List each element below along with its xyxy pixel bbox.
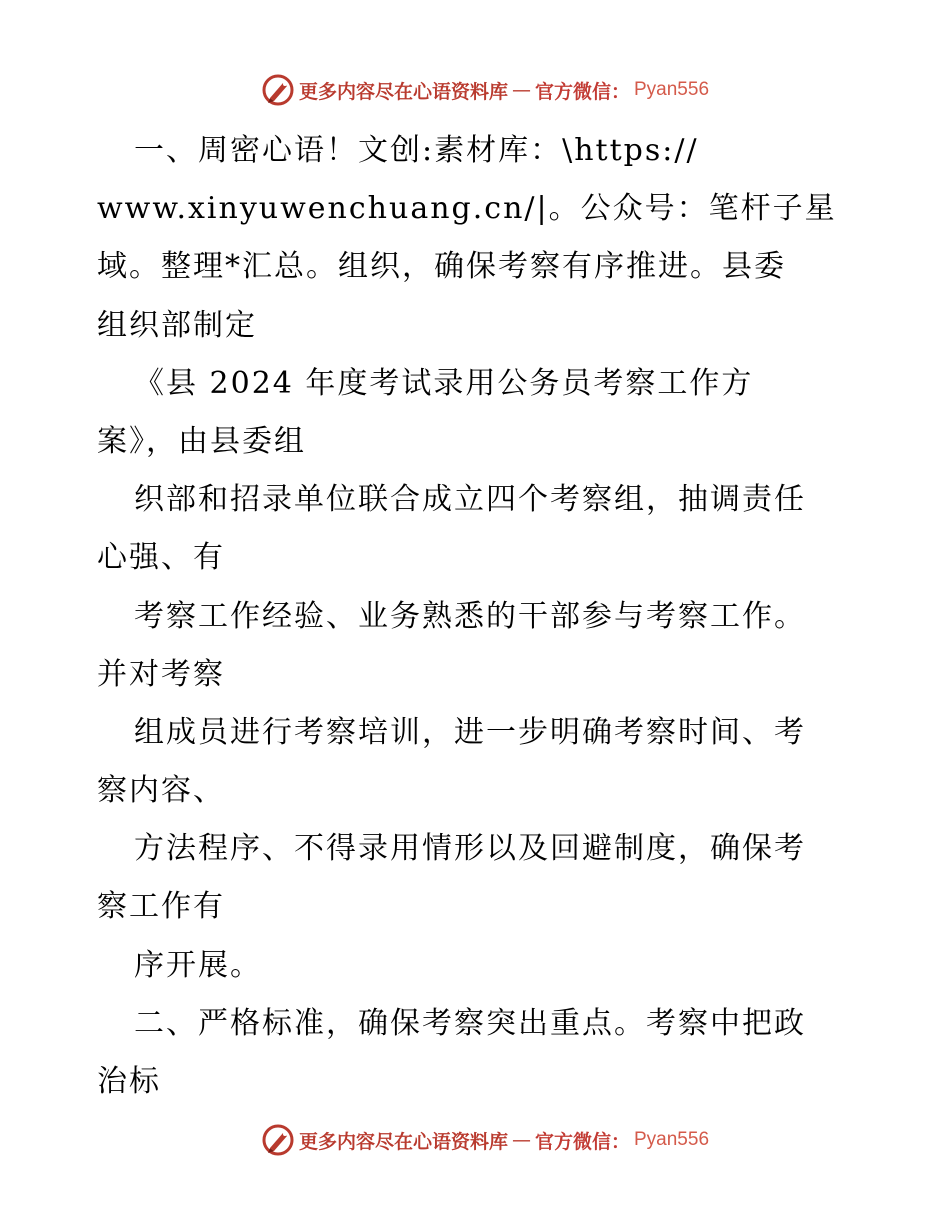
footer-banner: [0, 1120, 950, 1160]
text-line: 组成员进行考察培训，进一步明确考察时间、考: [134, 714, 806, 750]
text-line: 一、周密心语！文创:素材库：\https://: [134, 133, 699, 168]
text-line: 织部和招录单位联合成立四个考察组，抽调责任: [134, 482, 806, 518]
header-banner-inner: [261, 73, 709, 107]
text-line: 察工作有: [97, 889, 225, 925]
text-line: 组织部制定: [97, 307, 257, 343]
text-line: www.xinyuwenchuang.cn/|。公众号：笔杆子星: [97, 191, 837, 227]
text-line: 考察工作经验、业务熟悉的干部参与考察工作。: [134, 598, 806, 634]
text-line: 心强、有: [97, 540, 225, 576]
text-line: 治标: [97, 1064, 161, 1099]
header-banner-dash: —: [511, 79, 531, 101]
footer-banner-wechat-id: Pyan556: [634, 1129, 710, 1150]
text-line: 域。整理*汇总。组织，确保考察有序推进。县委: [97, 249, 786, 285]
text-line: 二、严格标准，确保考察突出重点。考察中把政: [134, 1005, 806, 1041]
footer-banner-wechat-label: 官方微信：: [534, 1130, 630, 1153]
pen-logo-icon: [261, 73, 295, 107]
footer-banner-inner: [261, 1123, 709, 1157]
document-body: [97, 122, 857, 1111]
text-line: 并对考察: [97, 656, 225, 692]
footer-banner-dash: —: [511, 1129, 531, 1151]
header-banner-wechat-id: Pyan556: [634, 79, 710, 100]
header-banner-wechat-label: 官方微信：: [534, 80, 630, 103]
text-line: 《县 2024 年度考试录用公务员考察工作方: [134, 365, 754, 401]
text-line: 察内容、: [97, 773, 225, 809]
text-line: 案》，由县委组: [97, 423, 306, 459]
footer-banner-main-text: 更多内容尽在心语资料库: [298, 1130, 508, 1153]
header-banner-main-text: 更多内容尽在心语资料库: [298, 80, 508, 103]
text-line: 序开展。: [134, 947, 262, 983]
text-line: 方法程序、不得录用情形以及回避制度，确保考: [134, 831, 806, 867]
pen-logo-icon: [261, 1123, 295, 1157]
header-banner: [0, 70, 950, 110]
